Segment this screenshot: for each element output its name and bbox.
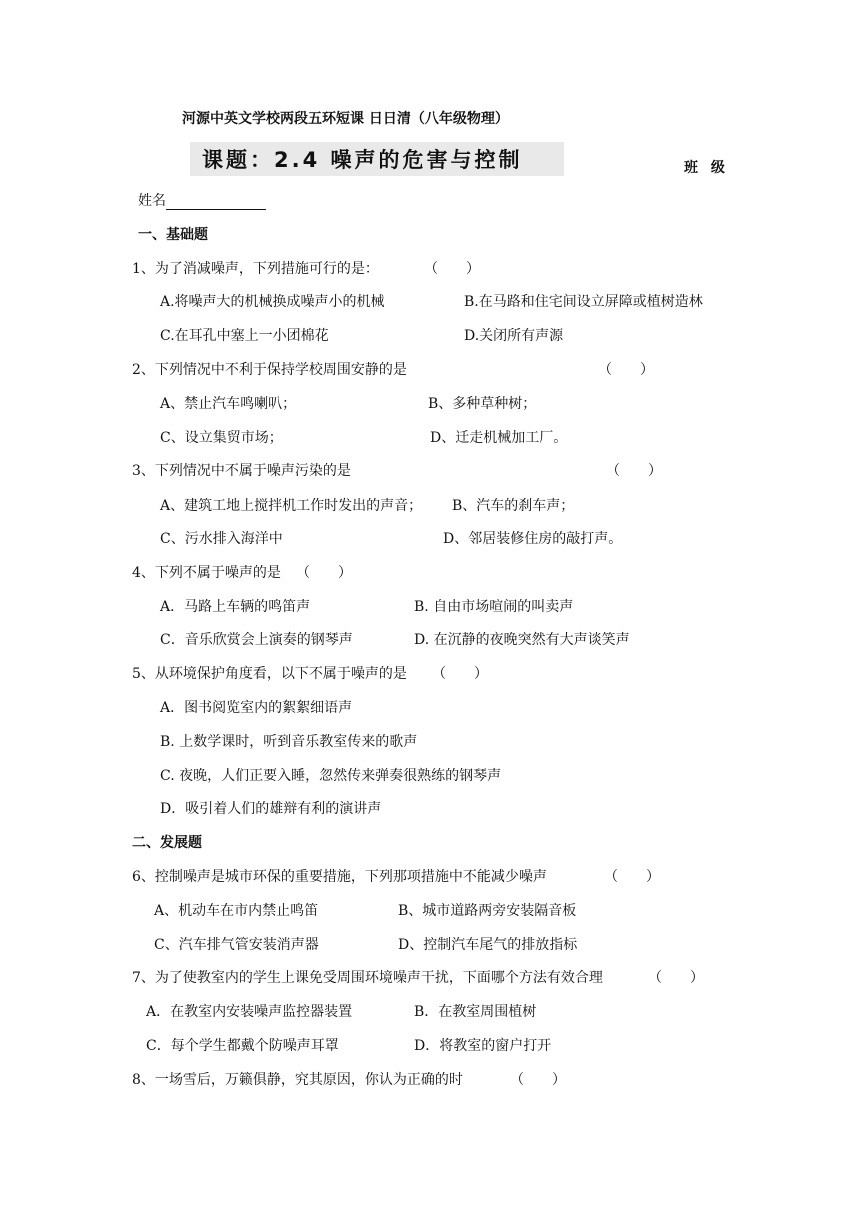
question-1-answer-bracket[interactable]: （ ）	[424, 261, 480, 277]
question-7-option-c[interactable]: C．每个学生都戴个防噪声耳罩	[146, 1038, 339, 1054]
question-5-option-a[interactable]: A．图书阅览室内的絮絮细语声	[160, 700, 353, 716]
question-3-stem: 3、下列情况中不属于噪声污染的是	[132, 463, 351, 479]
question-1-option-b[interactable]: B.在马路和住宅间设立屏障或植树造林	[464, 294, 703, 310]
name-blank[interactable]	[166, 195, 266, 210]
question-5-stem: 5、从环境保护角度看，以下不属于噪声的是	[132, 666, 407, 682]
name-label: 姓名	[138, 193, 166, 209]
question-8-answer-bracket[interactable]: （ ）	[510, 1072, 566, 1088]
worksheet-header: 河源中英文学校两段五环短课 日日清（八年级物理）	[182, 111, 509, 127]
question-4-option-c[interactable]: C．音乐欣赏会上演奏的钢琴声	[160, 632, 353, 648]
question-5-option-c[interactable]: C. 夜晚，人们正要入睡，忽然传来弹奏很熟练的钢琴声	[160, 768, 502, 784]
question-6-option-c[interactable]: C、汽车排气管安装消声器	[154, 937, 319, 953]
question-2-option-a[interactable]: A、禁止汽车鸣喇叭；	[160, 396, 297, 412]
question-5-option-b[interactable]: B. 上数学课时，听到音乐教室传来的歌声	[160, 734, 418, 750]
class-label: 班 级	[684, 160, 729, 176]
question-1-option-a[interactable]: A.将噪声大的机械换成噪声小的机械	[160, 294, 385, 310]
question-7-option-d[interactable]: D．将教室的窗户打开	[414, 1038, 552, 1054]
question-5-option-d[interactable]: D．吸引着人们的雄辩有利的演讲声	[160, 801, 382, 817]
question-6-option-a[interactable]: A、机动车在市内禁止鸣笛	[154, 903, 319, 919]
question-5-answer-bracket[interactable]: （ ）	[432, 666, 488, 682]
question-4-option-d[interactable]: D. 在沉静的夜晚突然有大声谈笑声	[414, 632, 630, 648]
question-6-option-b[interactable]: B、城市道路两旁安装隔音板	[398, 903, 577, 919]
question-2-option-d[interactable]: D、迁走机械加工厂。	[430, 430, 568, 446]
lesson-title: 课题：2.4 噪声的危害与控制	[202, 148, 523, 172]
question-7-option-a[interactable]: A．在教室内安装噪声监控器装置	[146, 1004, 353, 1020]
question-3-option-a[interactable]: A、建筑工地上搅拌机工作时发出的声音；	[160, 498, 423, 514]
question-2-answer-bracket[interactable]: （ ）	[598, 362, 654, 378]
question-4-answer-bracket[interactable]: （ ）	[296, 565, 352, 581]
question-3-option-c[interactable]: C、污水排入海洋中	[160, 531, 283, 547]
question-7-option-b[interactable]: B．在教室周围植树	[414, 1004, 537, 1020]
question-2-option-c[interactable]: C、设立集贸市场；	[160, 430, 283, 446]
question-4-stem: 4、下列不属于噪声的是	[132, 565, 281, 581]
question-1-option-c[interactable]: C.在耳孔中塞上一小团棉花	[160, 328, 329, 344]
question-3-answer-bracket[interactable]: （ ）	[606, 463, 662, 479]
question-6-option-d[interactable]: D、控制汽车尾气的排放指标	[398, 937, 578, 953]
section-heading-basic: 一、基础题	[138, 227, 208, 243]
question-3-option-b[interactable]: B、汽车的刹车声；	[452, 498, 575, 514]
question-3-option-d[interactable]: D、邻居装修住房的敲打声。	[443, 531, 623, 547]
question-6-answer-bracket[interactable]: （ ）	[604, 869, 660, 885]
question-4-option-a[interactable]: A．马路上车辆的鸣笛声	[160, 599, 311, 615]
name-field[interactable]	[138, 192, 266, 210]
question-1-stem: 1、为了消减噪声，下列措施可行的是：	[132, 261, 379, 277]
question-2-stem: 2、下列情况中不利于保持学校周围安静的是	[132, 362, 407, 378]
lesson-title-banner	[190, 142, 564, 176]
question-2-option-b[interactable]: B、多种草种树；	[428, 396, 537, 412]
question-8-stem: 8、一场雪后，万籁俱静，究其原因，你认为正确的时	[132, 1072, 463, 1088]
question-4-option-b[interactable]: B. 自由市场喧闹的叫卖声	[414, 599, 574, 615]
section-heading-advanced: 二、发展题	[132, 835, 202, 851]
question-7-answer-bracket[interactable]: （ ）	[648, 970, 704, 986]
question-7-stem: 7、为了使教室内的学生上课免受周围环境噪声干扰，下面哪个方法有效合理	[132, 970, 603, 986]
question-6-stem: 6、控制噪声是城市环保的重要措施，下列那项措施中不能减少噪声	[132, 869, 547, 885]
question-1-option-d[interactable]: D.关闭所有声源	[464, 328, 564, 344]
